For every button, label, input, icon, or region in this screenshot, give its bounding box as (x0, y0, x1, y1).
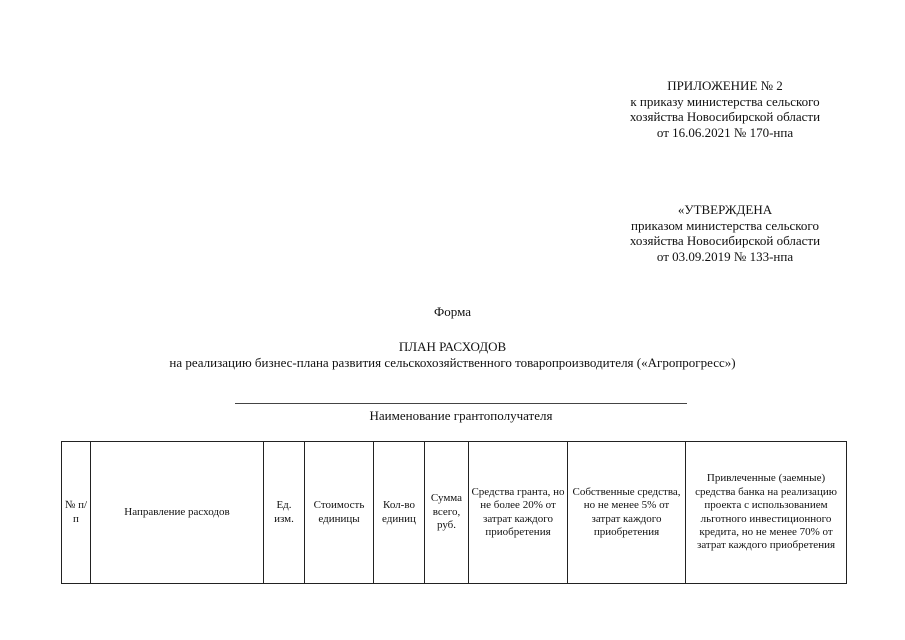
approved-line-3: хозяйства Новосибирской области (629, 233, 821, 248)
approved-line-4: от 03.09.2019 № 133-нпа (656, 248, 794, 264)
approved-block (580, 202, 870, 264)
col-header-quantity: Кол-во единиц (374, 442, 425, 584)
appendix-line-3: хозяйства Новосибирской области (629, 109, 821, 124)
form-label: Форма (434, 304, 471, 319)
plan-subtitle: на реализацию бизнес-плана развития сельскохозяйственного товаропроизводителя («Агропрогресс») (169, 355, 736, 370)
col-header-bank-funds: Привлеченные (заемные) средства банка на реализацию проекта с использованием льготного инвестиционного кредита, но не менее 70% от затрат каждого приобретения (686, 442, 847, 584)
col-header-total-sum: Сумма всего, руб. (425, 442, 469, 584)
appendix-block (580, 78, 870, 140)
col-header-expense-direction: Направление расходов (91, 442, 264, 584)
col-header-own-funds: Собственные средства, но не менее 5% от затрат каждого приобретения (568, 442, 686, 584)
grantee-name-underline (235, 403, 687, 404)
col-header-unit: Ед. изм. (264, 442, 305, 584)
appendix-line-4: от 16.06.2021 № 170-нпа (656, 124, 794, 140)
approved-line-2: приказом министерства сельского (631, 217, 819, 233)
plan-title: ПЛАН РАСХОДОВ (398, 339, 507, 354)
table-header-row (62, 442, 847, 584)
col-header-unit-cost: Стоимость единицы (305, 442, 374, 584)
appendix-line-2: к приказу министерства сельского (630, 93, 820, 109)
appendix-line-1: ПРИЛОЖЕНИЕ № 2 (667, 78, 783, 93)
col-header-number: № п/п (62, 442, 91, 584)
approved-line-1: «УТВЕРЖДЕНА (677, 202, 773, 217)
expense-plan-table (61, 441, 847, 584)
col-header-grant-funds: Средства гранта, но не более 20% от затрат каждого приобретения (469, 442, 568, 584)
grantee-caption: Наименование грантополучателя (369, 408, 553, 423)
